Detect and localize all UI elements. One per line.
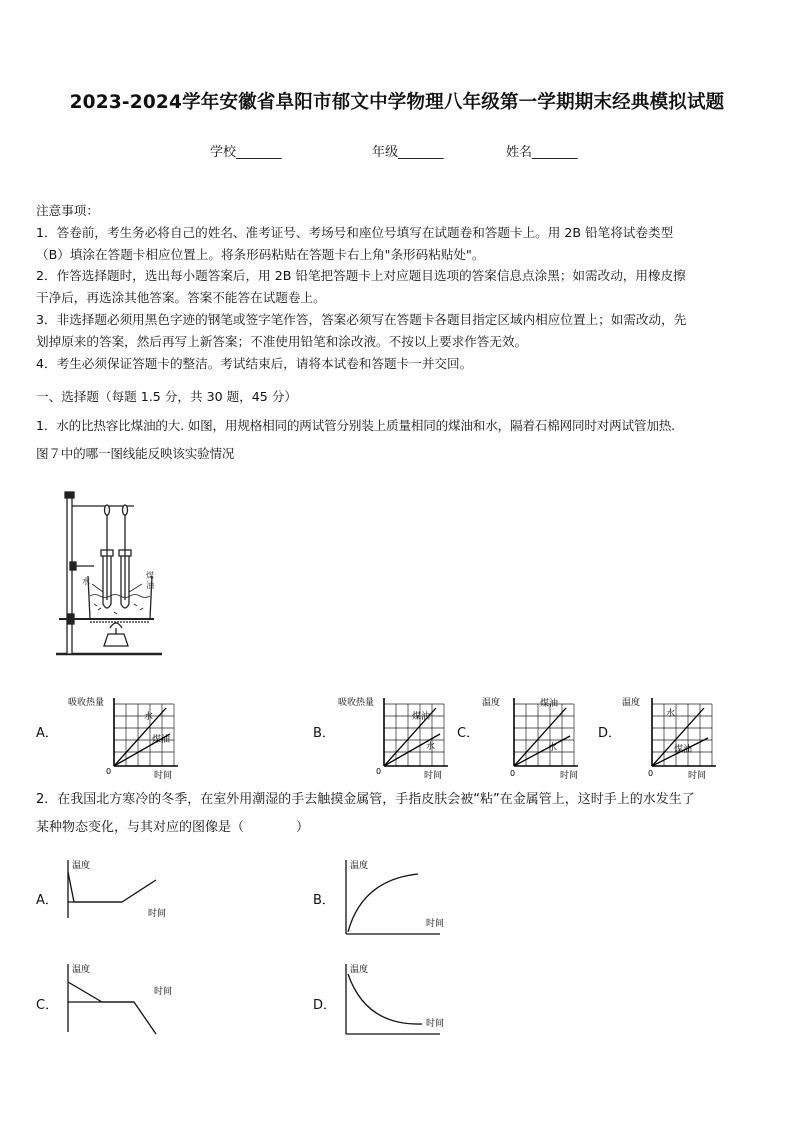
q2-stem [36,786,764,842]
axis-label: 温度 [72,861,91,871]
axis-label: 吸收热量 [68,698,105,708]
axis-label: 温度 [72,965,91,975]
q2-option-d-label: D． [313,998,337,1013]
grade-field: 年级_______ [372,145,444,160]
line-label: 煤油 [674,745,693,755]
axis-label: 时间 [426,919,445,929]
origin-label: 0 [106,767,112,776]
q1-line: 1．水的比热容比煤油的大. 如图，用规格相同的两试管分别装上质量相同的煤油和水，隔着石棉网同时对两试管加热. [36,418,675,433]
line-label: 煤油 [540,699,559,709]
q1-option-a-label: A． [36,726,58,741]
page-title: 2023-2024学年安徽省阜阳市郁文中学物理八年级第一学期期末经典模拟试题 [69,92,725,113]
notice-line: 2．作答选择题时，选出每小题答案后，用 2B 铅笔把答题卡上对应题目选项的答案信息点涂黑；如需改动，用橡皮擦 [36,268,686,284]
q2-option-d-graph [340,960,452,1042]
origin-label: 0 [376,767,382,776]
notice-line: 3．非选择题必须用黑色字迹的钢笔或签字笔作答，答案必须写在答题卡各题目指定区域内相应位置上；如需改动，先 [36,311,687,327]
q2-option-a-label: A． [36,893,58,908]
line-label: 水 [426,742,436,752]
axis-label: 时间 [424,771,443,781]
notice-line: 划掉原来的答案，然后再写上新答案；不准使用铅笔和涂改液。不按以上要求作答无效。 [36,333,528,349]
axis-label: 温度 [350,861,369,871]
q2-option-b-label: B． [313,893,335,908]
q2-option-c-graph [62,960,174,1036]
line-label: 水 [144,712,154,722]
line-label: 煤油 [152,735,171,745]
line-label: 水 [666,709,676,719]
notice-line: （B）填涂在答题卡相应位置上。将条形码粘贴在答题卡右上角"条形码粘贴处"。 [36,246,485,262]
notice-line: 干净后，再选涂其他答案。答案不能答在试题卷上。 [36,290,326,306]
q2-option-c-label: C． [36,998,59,1013]
school-field: 学校_______ [210,145,282,160]
apparatus-label-oil: 油 [146,581,154,590]
axis-label: 温度 [350,965,369,975]
notice-line: 4．考生必须保证答题卡的整洁。考试结束后，请将本试卷和答题卡一并交回。 [36,355,473,371]
q1-stem [36,412,764,468]
apparatus-label-oil: 煤 [146,571,154,580]
notice-heading: 注意事项： [36,203,99,218]
q1-option-b-label: B． [313,726,335,741]
notice-block [36,200,760,374]
line-label: 煤油 [412,712,431,722]
apparatus-label-water: 水 [82,577,90,586]
axis-label: 时间 [560,771,579,781]
q1-option-d-label: D． [598,726,622,741]
q1-option-c-graph [478,694,596,782]
apparatus-figure [54,488,166,664]
q1-option-c-label: C． [457,726,480,741]
axis-label: 温度 [622,698,641,708]
line-label: 水 [548,743,558,753]
notice-line: 1．答卷前，考生务必将自己的姓名、准考证号、考场号和座位号填写在试题卷和答题卡上。用 2B 铅笔将试卷类型 [36,224,674,240]
q1-line: 图７中的哪一图线能反映该实验情况 [36,446,235,461]
q2-line: 某种物态变化，与其对应的图像是（ ） [36,820,310,835]
q2-line: 2．在我国北方寒冷的冬季，在室外用潮湿的手去触摸金属管，手指皮肤会被“粘”在金属管上，这时手上的水发生了 [36,792,695,807]
axis-label: 时间 [154,771,173,781]
axis-label: 时间 [154,987,173,997]
axis-label: 时间 [148,909,167,919]
origin-label: 0 [648,769,654,778]
axis-label: 时间 [688,771,707,781]
section-heading: 一、选择题（每题 1.5 分，共 30 题，45 分） [36,389,298,404]
axis-label: 时间 [426,1019,445,1029]
q1-option-b-graph [336,694,454,782]
q1-option-a-graph [66,694,184,782]
axis-label: 温度 [482,698,501,708]
q2-option-a-graph [62,856,172,924]
origin-label: 0 [510,769,516,778]
q1-option-d-graph [618,694,736,782]
axis-label: 吸收热量 [338,698,375,708]
name-field: 姓名_______ [506,145,578,160]
q2-option-b-graph [340,856,452,940]
